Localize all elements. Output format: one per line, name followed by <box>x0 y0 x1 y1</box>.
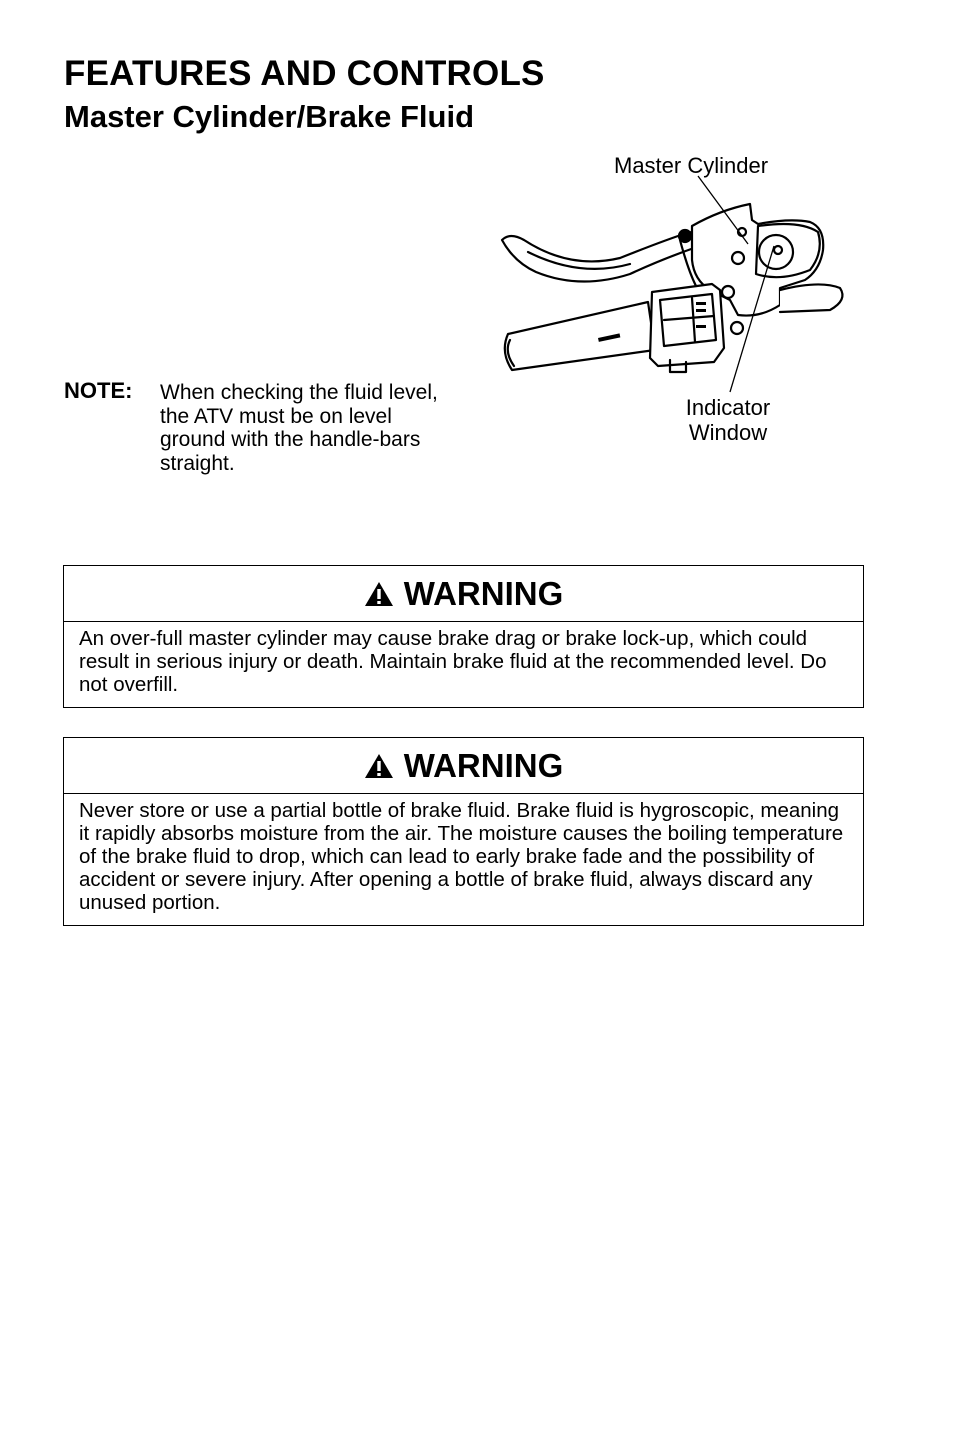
warning-text: Never store or use a partial bottle of brake fluid. Brake fluid is hygroscopic, meaning it rapidly absorbs moisture from the air. The moisture causes the boiling temperature of the brake fluid to drop, which can lead to early brake fade and the possibility of accident or severe injury. After opening a bottle of brake fluid, always discard any unused portion. <box>79 799 844 914</box>
warning-box-partial-bottle <box>63 737 864 926</box>
note-text: When checking the fluid level, the ATV must be on level ground with the handle-bars straight. <box>160 381 438 475</box>
warning-text: An over-full master cylinder may cause brake drag or brake lock-up, which could result in serious injury or death. Maintain brake fluid at the recommended level. Do not overfill. <box>79 627 827 696</box>
warning-title: WARNING <box>403 746 564 784</box>
warning-header <box>64 738 863 794</box>
section-title: Master Cylinder/Brake Fluid <box>64 99 475 134</box>
warning-box-overfill <box>63 565 864 708</box>
indicator-window-callout: Indicator Window <box>685 395 771 445</box>
warning-header <box>64 566 863 622</box>
warning-triangle-icon <box>364 753 394 779</box>
note-label: NOTE: <box>64 378 133 403</box>
page-title: FEATURES AND CONTROLS <box>64 54 545 93</box>
master-cylinder-callout: Master Cylinder <box>614 153 769 178</box>
brake-lever-figure <box>480 140 880 470</box>
warning-triangle-icon <box>364 581 394 607</box>
warning-title: WARNING <box>403 574 564 612</box>
